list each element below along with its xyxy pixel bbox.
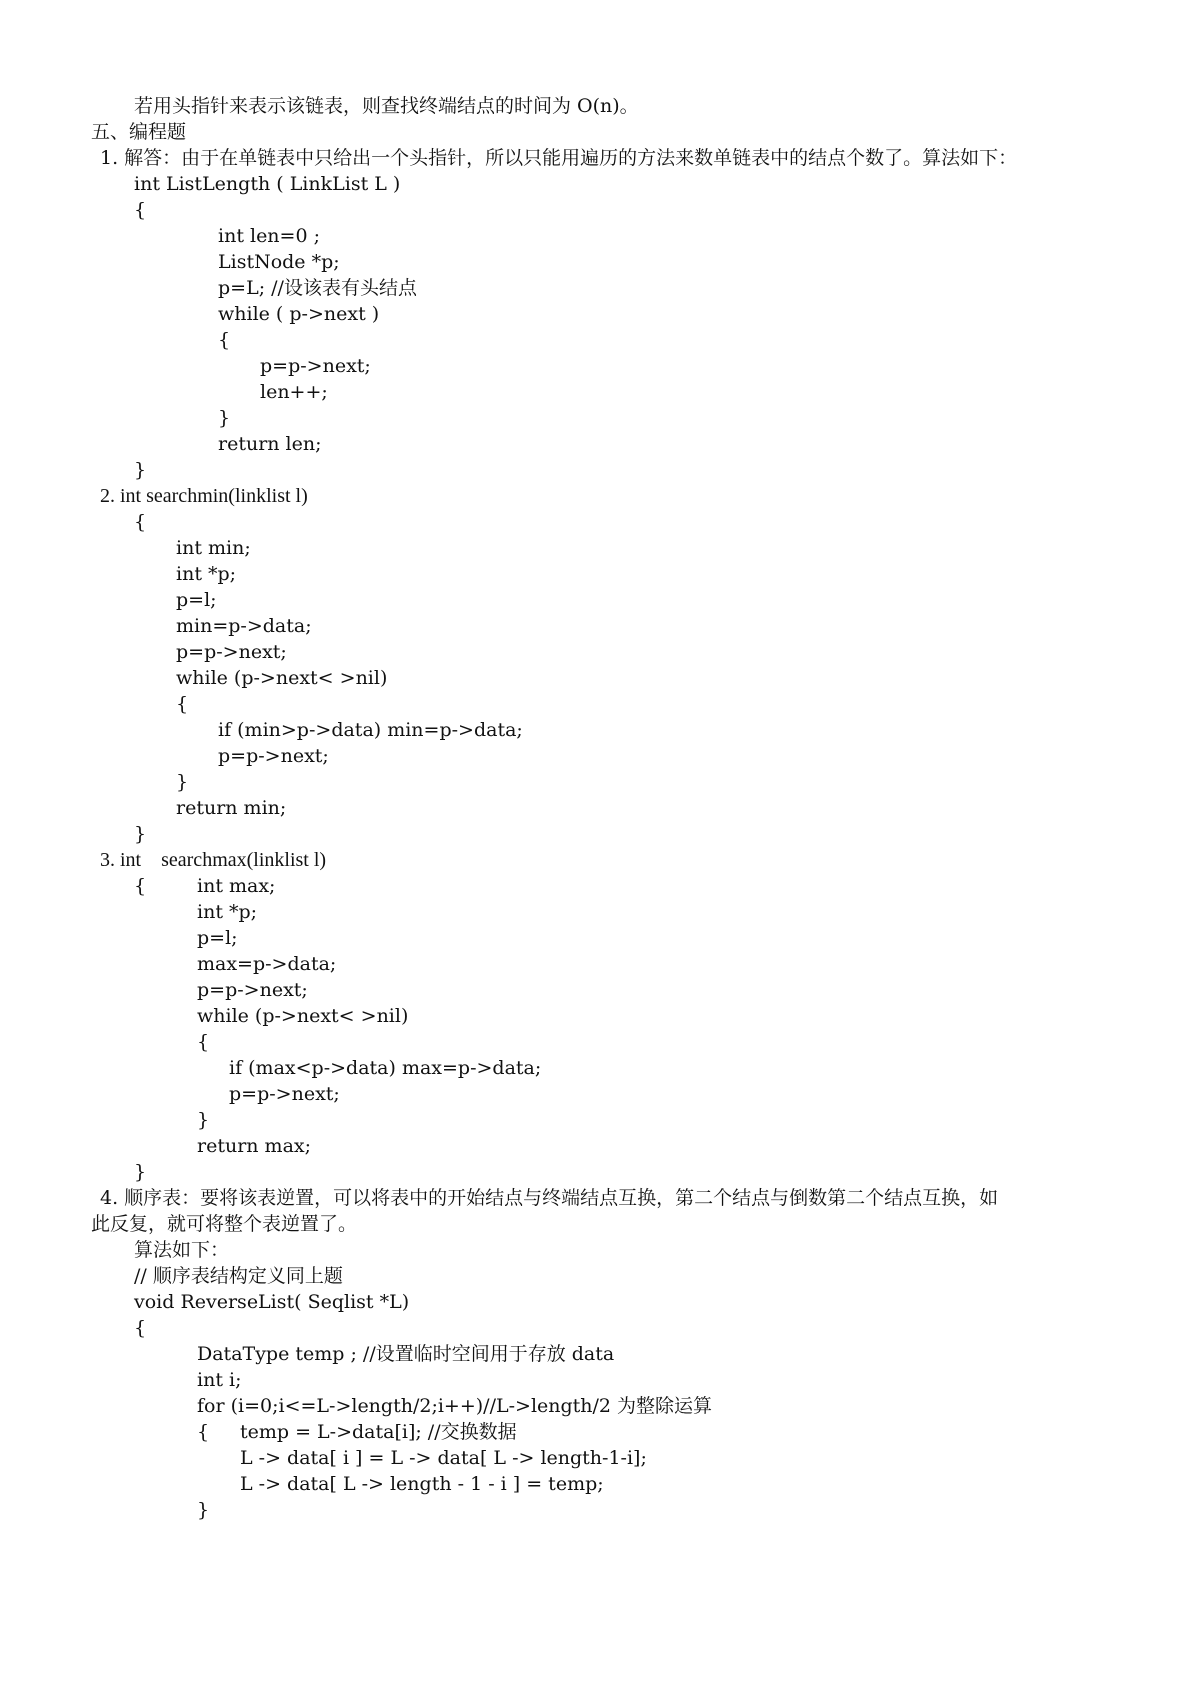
code-line: if (min>p->data) min=p->data;: [218, 719, 523, 741]
code-line: L -> data[ L -> length - 1 - i ] = temp;: [240, 1473, 604, 1495]
code-line: p=l;: [176, 589, 217, 611]
code-line: }: [134, 1161, 147, 1183]
code-line: int len=0 ;: [218, 225, 320, 247]
code-line: p=p->next;: [197, 979, 308, 1001]
code-comment: // 顺序表结构定义同上题: [134, 1265, 343, 1287]
code-line: for (i=0;i<=L->length/2;i++)//L->length/2 为整除运算: [197, 1395, 713, 1417]
code-line: return max;: [197, 1135, 312, 1157]
q1-answer-text: 1. 解答：由于在单链表中只给出一个头指针，所以只能用遍历的方法来数单链表中的结点个数了。算法如下：: [100, 147, 1018, 169]
code-line: return min;: [176, 797, 287, 819]
code-line: int *p;: [197, 901, 258, 923]
code-line: int *p;: [176, 563, 237, 585]
code-line: int ListLength ( LinkList L ): [134, 173, 401, 195]
code-line: len++;: [260, 381, 328, 403]
q4-answer-text: 此反复，就可将整个表逆置了。: [91, 1213, 358, 1235]
code-line: max=p->data;: [197, 953, 337, 975]
code-line: min=p->data;: [176, 615, 312, 637]
code-line: {: [197, 1031, 210, 1053]
code-line: void ReverseList( Seqlist *L): [134, 1291, 410, 1313]
code-line: DataType temp ; //设置临时空间用于存放 data: [197, 1343, 615, 1365]
code-line: {: [218, 329, 231, 351]
code-line: p=l;: [197, 927, 238, 949]
algorithm-intro: 算法如下：: [134, 1239, 230, 1261]
code-line: }: [197, 1499, 210, 1521]
code-line: p=p->next;: [229, 1083, 340, 1105]
q3-heading: 3. int searchmax(linklist l): [100, 849, 327, 871]
code-line: while ( p->next ): [218, 303, 380, 325]
code-line: {: [134, 511, 147, 533]
code-line: p=p->next;: [260, 355, 371, 377]
code-line: while (p->next< >nil): [176, 667, 388, 689]
code-line: }: [134, 823, 147, 845]
code-line: }: [176, 771, 189, 793]
code-line: }: [197, 1109, 210, 1131]
code-line: {: [134, 875, 147, 897]
code-line: }: [218, 407, 231, 429]
code-line: return len;: [218, 433, 322, 455]
code-line: {: [134, 1317, 147, 1339]
q2-heading: 2. int searchmin(linklist l): [100, 485, 308, 507]
section-heading: 五、编程题: [91, 121, 187, 143]
code-line: temp = L->data[i]; //交换数据: [240, 1421, 517, 1443]
code-line: p=L; //设该表有头结点: [218, 277, 417, 299]
code-line: p=p->next;: [176, 641, 287, 663]
code-line: L -> data[ i ] = L -> data[ L -> length-1-i];: [240, 1447, 647, 1469]
code-line: {: [176, 693, 189, 715]
code-line: p=p->next;: [218, 745, 329, 767]
code-line: }: [134, 459, 147, 481]
code-line: if (max<p->data) max=p->data;: [229, 1057, 542, 1079]
code-line: int min;: [176, 537, 251, 559]
code-line: {: [197, 1421, 210, 1443]
code-line: {: [134, 199, 147, 221]
q4-answer-text: 4. 顺序表：要将该表逆置，可以将表中的开始结点与终端结点互换，第二个结点与倒数第二个结点互换，如: [100, 1187, 999, 1209]
intro-sentence: 若用头指针来表示该链表，则查找终端结点的时间为 O(n)。: [134, 95, 639, 117]
code-line: ListNode *p;: [218, 251, 340, 273]
code-line: int i;: [197, 1369, 242, 1391]
code-line: while (p->next< >nil): [197, 1005, 409, 1027]
code-line: int max;: [197, 875, 276, 897]
